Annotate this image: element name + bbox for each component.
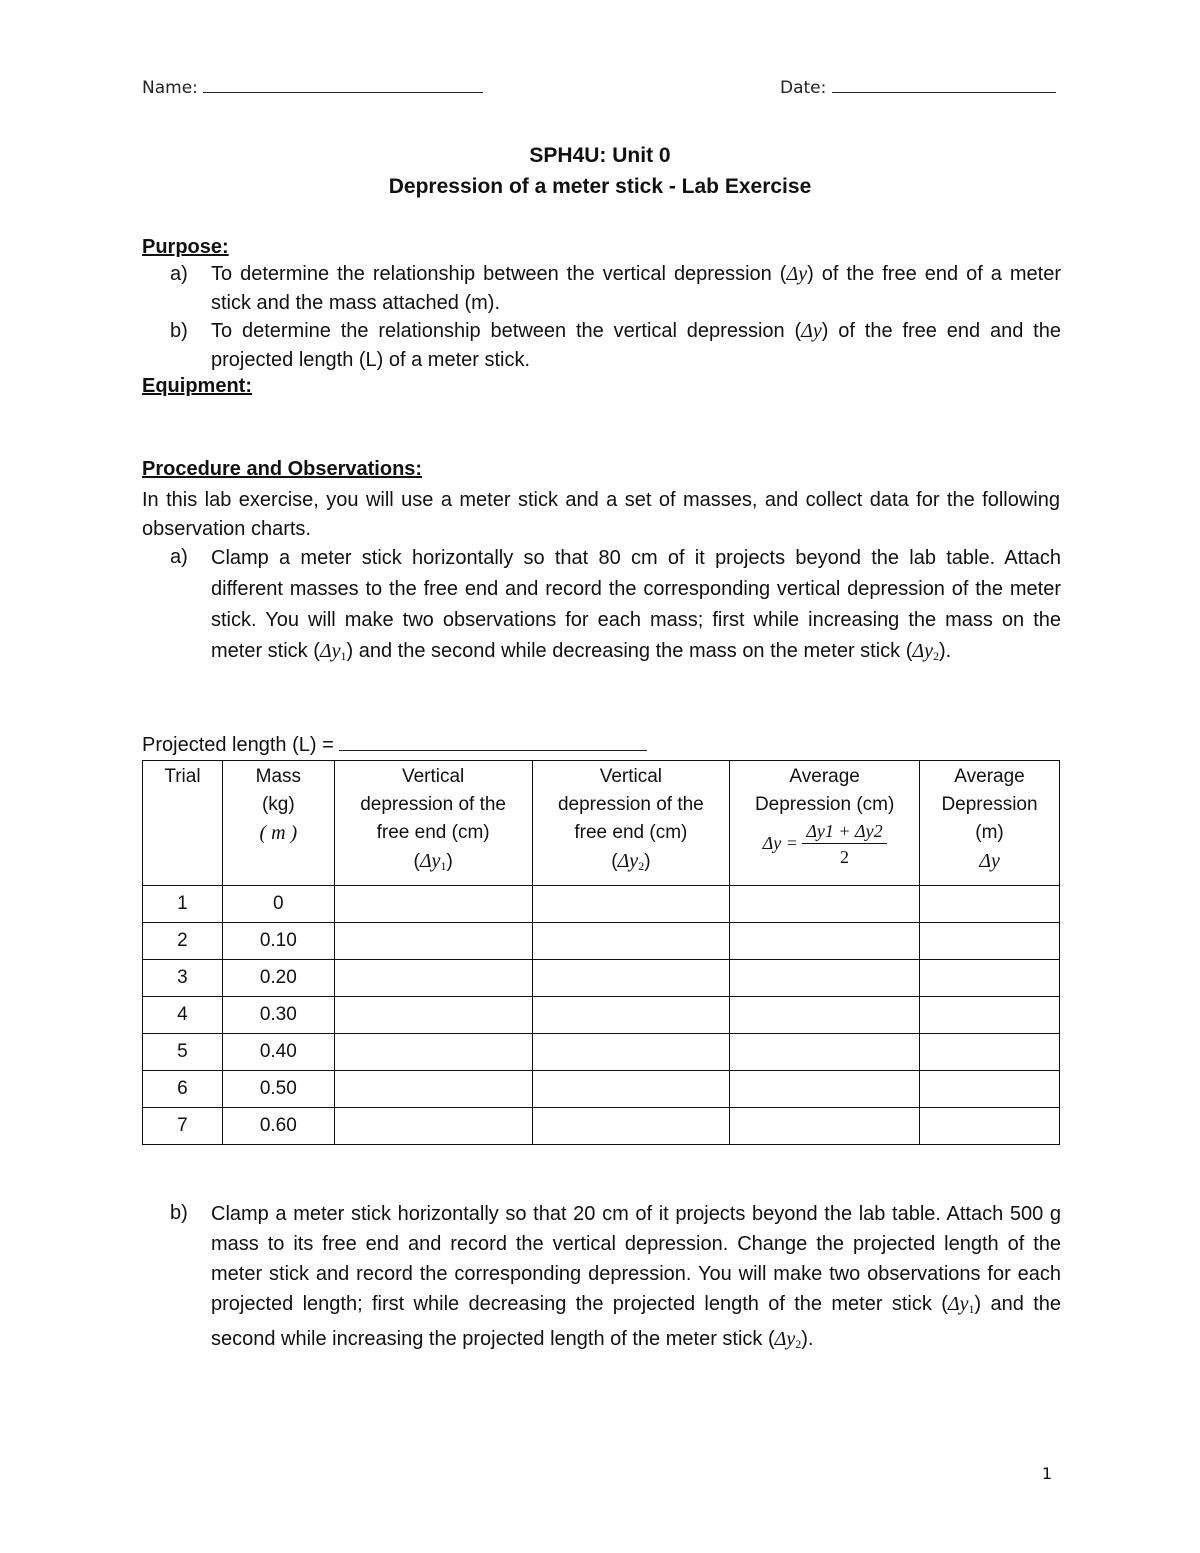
table-row (143, 923, 1060, 960)
purpose-text: To determine the relationship between the vertical depression (Δy) of the free end and the projected length (L) of a meter stick. (211, 320, 1061, 371)
average-m-cell[interactable] (920, 1034, 1060, 1071)
depression-1-cell[interactable] (334, 997, 532, 1034)
mass-cell: 0 (222, 886, 334, 923)
depression-1-cell[interactable] (334, 1071, 532, 1108)
table-header-row (143, 761, 1060, 886)
col-header-depression-1: Vertical depression of the free end (cm) $(\Delta y_1)$ (334, 761, 532, 886)
mass-cell: 0.50 (222, 1071, 334, 1108)
average-m-cell[interactable] (920, 960, 1060, 997)
average-formula: Δy = $\frac{\Delta y1 + \Delta y2}{2}$ (763, 833, 887, 853)
step-text: Clamp a meter stick horizontally so that 80 cm of it projects beyond the lab table. Attach different masses to the free end and record the corresponding vertical depression of the meter stick. You will make two observations for each mass; first while increasing the mass on the meter stick $(\Delta y_1)$ and the second while decreasing the mass on the meter stick $(\Delta y_2)$. (211, 547, 1061, 663)
average-m-cell[interactable] (920, 1071, 1060, 1108)
name-blank[interactable] (203, 74, 483, 93)
mass-cell: 0.40 (222, 1034, 334, 1071)
delta-y2-symbol: $\Delta y_2$ (774, 1328, 802, 1351)
delta-y-symbol: Δy (786, 263, 808, 285)
depression-2-cell[interactable] (532, 1034, 730, 1071)
depression-2-cell[interactable] (532, 960, 730, 997)
depression-1-cell[interactable] (334, 886, 532, 923)
projected-length-line (142, 731, 647, 760)
depression-2-cell[interactable] (532, 1071, 730, 1108)
projected-length-blank[interactable] (339, 734, 647, 751)
depression-2-cell[interactable] (532, 886, 730, 923)
purpose-heading: Purpose: (142, 236, 229, 258)
procedure-step-b (142, 1199, 1060, 1389)
purpose-item-a (142, 260, 1060, 318)
col-header-mass: Mass (kg) ( m ) (222, 761, 334, 886)
depression-1-cell[interactable] (334, 1034, 532, 1071)
name-label: Name: (142, 78, 198, 98)
trial-cell: 6 (143, 1071, 223, 1108)
col-header-depression-2: Vertical depression of the free end (cm) $(\Delta y_2)$ (532, 761, 730, 886)
depression-2-cell[interactable] (532, 923, 730, 960)
depression-2-cell[interactable] (532, 1108, 730, 1145)
table-row (143, 1071, 1060, 1108)
average-cm-cell[interactable] (730, 997, 920, 1034)
delta-y-symbol: Δy (801, 320, 822, 342)
col-header-average-cm: Average Depression (cm) Δy = $\frac{\Delta y1 + \Delta y2}{2}$ (730, 761, 920, 886)
mass-cell: 0.60 (222, 1108, 334, 1145)
delta-y1-symbol: $\Delta y_1$ (319, 640, 347, 663)
procedure-step-a (142, 543, 1060, 693)
average-m-cell[interactable] (920, 923, 1060, 960)
delta-y1-symbol: $\Delta y_1$ (947, 1293, 975, 1316)
trial-cell: 4 (143, 997, 223, 1034)
average-cm-cell[interactable] (730, 923, 920, 960)
average-cm-cell[interactable] (730, 886, 920, 923)
average-cm-cell[interactable] (730, 1108, 920, 1145)
average-cm-cell[interactable] (730, 1071, 920, 1108)
table-row (143, 960, 1060, 997)
col-header-trial: Trial (143, 761, 223, 886)
table-row (143, 1034, 1060, 1071)
trial-cell: 5 (143, 1034, 223, 1071)
mass-cell: 0.30 (222, 997, 334, 1034)
average-m-cell[interactable] (920, 997, 1060, 1034)
table-row (143, 886, 1060, 923)
page-number: 1 (1041, 1464, 1052, 1483)
mass-cell: 0.10 (222, 923, 334, 960)
mass-cell: 0.20 (222, 960, 334, 997)
projected-length-label: Projected length (L) = (142, 734, 334, 756)
observation-table (142, 760, 1060, 1145)
step-text: Clamp a meter stick horizontally so that 20 cm of it projects beyond the lab table. Attach 500 g mass to its free end and record the vertical depression. Change the projected length of the meter stick and record the corresponding depression. You will make two observations for each projected length; first while decreasing the projected length of the meter stick $(\Delta y_1)$ and the second while increasing the projected length of the meter stick $(\Delta y_2)$. (211, 1203, 1061, 1351)
page-title: SPH4U: Unit 0 (529, 144, 671, 167)
name-line (142, 74, 483, 98)
purpose-text: To determine the relationship between the vertical depression (Δy) of the free end of a meter stick and the mass attached (m). (211, 263, 1062, 314)
procedure-heading: Procedure and Observations: (142, 458, 423, 480)
date-blank[interactable] (832, 74, 1056, 93)
average-m-cell[interactable] (920, 886, 1060, 923)
procedure-intro: In this lab exercise, you will use a meter stick and a set of masses, and collect data for the following observation charts. (142, 489, 1060, 540)
list-marker: a) (170, 546, 188, 568)
list-marker: b) (170, 320, 188, 342)
list-marker: a) (170, 263, 188, 285)
table-row (143, 997, 1060, 1034)
average-cm-cell[interactable] (730, 1034, 920, 1071)
trial-cell: 7 (143, 1108, 223, 1145)
trial-cell: 3 (143, 960, 223, 997)
average-m-cell[interactable] (920, 1108, 1060, 1145)
page-subtitle: Depression of a meter stick - Lab Exercise (388, 175, 812, 198)
trial-cell: 1 (143, 886, 223, 923)
list-marker: b) (170, 1202, 188, 1224)
col-header-average-m: Average Depression (m) Δy (920, 761, 1060, 886)
date-label: Date: (780, 78, 827, 98)
purpose-item-b (142, 317, 1060, 375)
date-line (780, 74, 1056, 98)
depression-1-cell[interactable] (334, 1108, 532, 1145)
delta-y2-symbol: $\Delta y_2$ (912, 640, 939, 663)
average-cm-cell[interactable] (730, 960, 920, 997)
depression-2-cell[interactable] (532, 997, 730, 1034)
table-row (143, 1108, 1060, 1145)
depression-1-cell[interactable] (334, 960, 532, 997)
depression-1-cell[interactable] (334, 923, 532, 960)
equipment-heading: Equipment: (142, 375, 252, 397)
trial-cell: 2 (143, 923, 223, 960)
